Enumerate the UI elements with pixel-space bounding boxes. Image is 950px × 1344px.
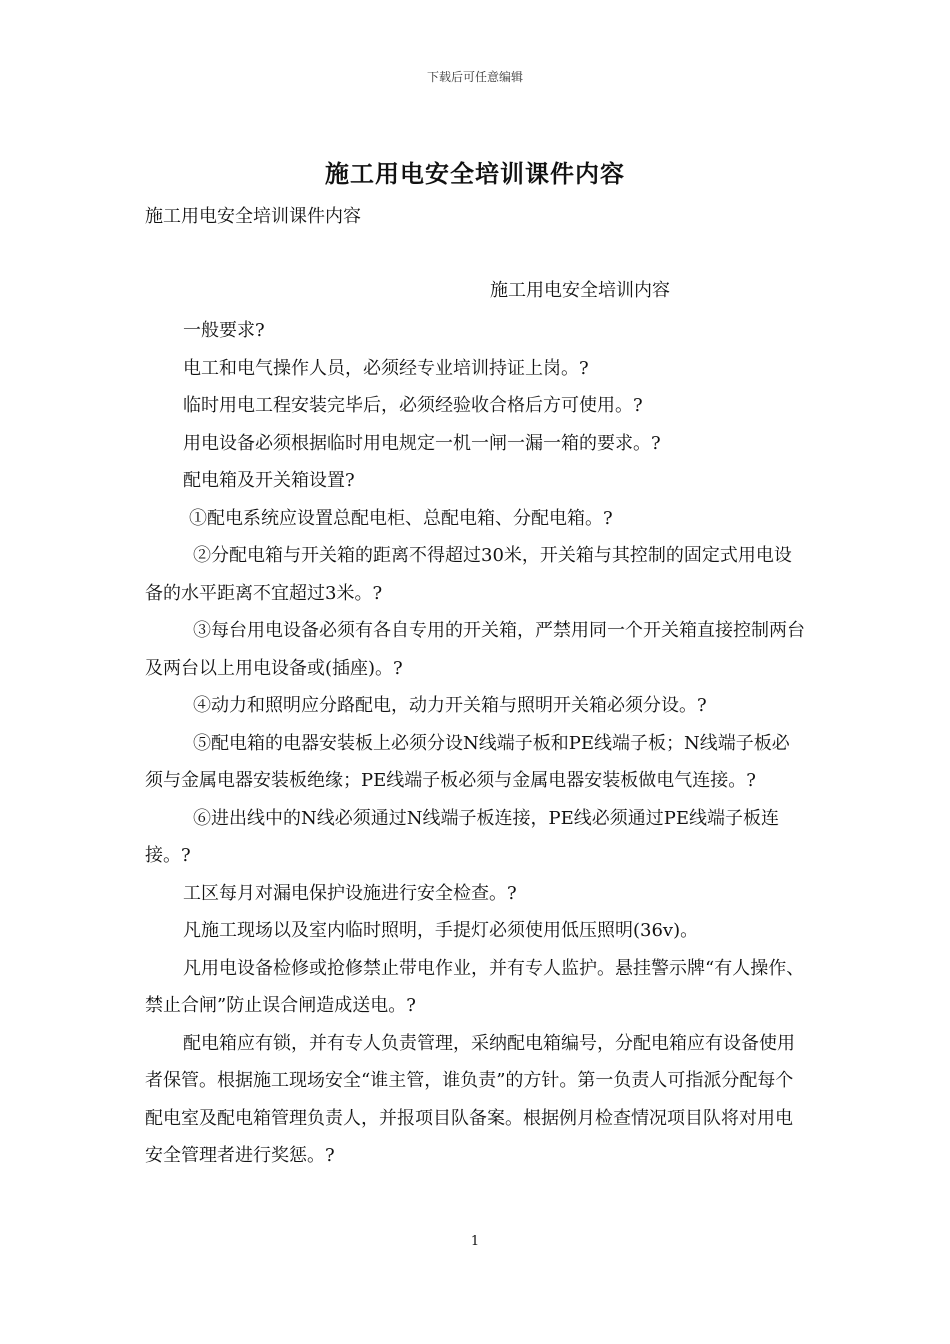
paragraph: 凡施工现场以及室内临时照明，手提灯必须使用低压照明(36v)。 — [183, 920, 699, 941]
header-note: 下载后可任意编辑 — [426, 70, 523, 84]
paragraph: 用电设备必须根据临时用电规定一机一闸一漏一箱的要求。? — [183, 432, 661, 454]
paragraph: 电工和电气操作人员，必须经专业培训持证上岗。? — [183, 357, 589, 379]
paragraph: 工区每月对漏电保护设施进行安全检查。? — [183, 882, 517, 904]
document-title: 施工用电安全培训课件内容 — [325, 159, 625, 188]
list-item-5: ⑤配电箱的电器安装板上必须分设N线端子板和PE线端子板；N线端子板必须与金属电器安装板绝缘；PE线端子板必须与金属电器安装板做电气连接。? — [145, 732, 790, 791]
page-number: 1 — [470, 1234, 480, 1249]
paragraph-distribution-box-setup: 配电箱及开关箱设置? — [183, 470, 355, 491]
list-item-3: ③每台用电设备必须有各自专用的开关箱，严禁用同一个开关箱直接控制两台及两台以上用电设备或(插座)。? — [145, 620, 805, 679]
section-heading: 施工用电安全培训内容 — [490, 280, 670, 301]
document-subtitle: 施工用电安全培训课件内容 — [145, 206, 361, 227]
list-item-2: ②分配电箱与开关箱的距离不得超过30米，开关箱与其控制的固定式用电设备的水平距离不宜超过3米。? — [145, 545, 792, 604]
list-item-1: ①配电系统应设置总配电柜、总配电箱、分配电箱。? — [189, 507, 613, 529]
list-item-6: ⑥进出线中的N线必须通过N线端子板连接，PE线必须通过PE线端子板连接。? — [145, 807, 779, 866]
list-item-4: ④动力和照明应分路配电，动力开关箱与照明开关箱必须分设。? — [193, 695, 707, 716]
paragraph: 凡用电设备检修或抢修禁止带电作业，并有专人监护。悬挂警示牌“有人操作、禁止合闸”防止误合闸造成送电。? — [145, 957, 805, 1016]
document-body — [145, 312, 807, 1175]
paragraph-general-requirements: 一般要求? — [183, 320, 265, 341]
paragraph: 临时用电工程安装完毕后，必须经验收合格后方可使用。? — [183, 395, 643, 416]
paragraph: 配电箱应有锁，并有专人负责管理，采纳配电箱编号，分配电箱应有设备使用者保管。根据施工现场安全“谁主管，谁负责”的方针。第一负责人可指派分配每个配电室及配电箱管理负责人，并报项目队备案。根据例月检查情况项目队将对用电安全管理者进行奖惩。? — [145, 1032, 795, 1166]
